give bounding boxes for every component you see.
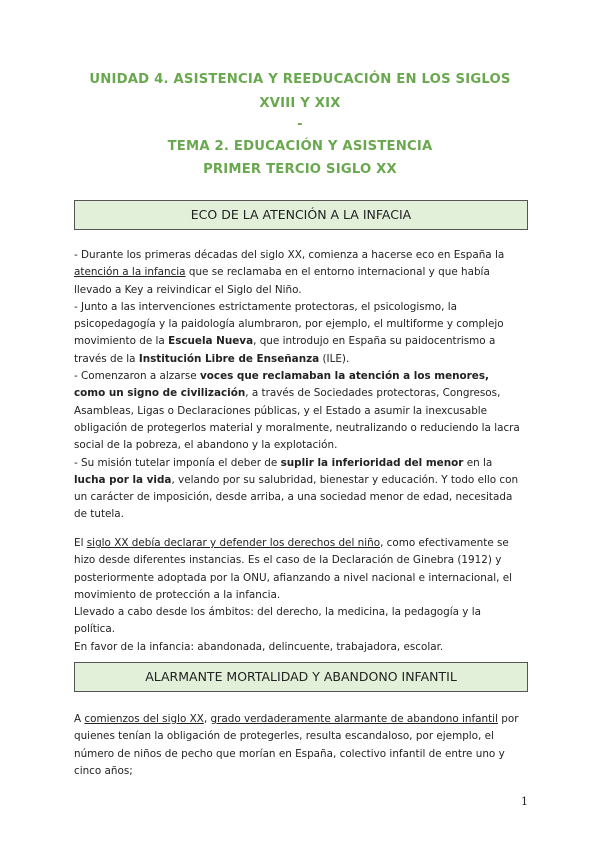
title-line-2: XVIII Y XIX	[259, 96, 341, 111]
paragraph-favor: En favor de la infancia: abandonada, delincuente, trabajadora, escolar.	[74, 640, 444, 653]
subtitle-line-2: PRIMER TERCIO SIGLO XX	[203, 162, 397, 177]
bold-text: lucha por la vida	[74, 473, 172, 486]
bold-text: Escuela Nueva	[168, 335, 254, 348]
bold-text: suplir la inferioridad del menor	[280, 456, 464, 469]
bold-text: voces que reclamaban la atención a los menores, como un signo de civilización	[74, 370, 489, 400]
section-heading-mortalidad: ALARMANTE MORTALIDAD Y ABANDONO INFANTIL	[74, 662, 528, 692]
underlined-text: comienzos del siglo XX	[84, 713, 204, 725]
page-number: 1	[521, 795, 528, 808]
paragraph-durante: - Durante los primeras décadas del siglo XX, comienza a hacerse eco en España la atención a la infancia que se reclamaba en el entorno internacional y que había llevado a Key a reivindicar el Siglo del Niño.	[74, 249, 505, 296]
subtitle-line-1: TEMA 2. EDUCACIÓN Y ASISTENCIA	[167, 139, 433, 154]
underlined-text: atención a la infancia	[74, 266, 186, 279]
section-1-body	[74, 247, 520, 524]
paragraph-ambitos: Llevado a cabo desde los ámbitos: del derecho, la medicina, la pedagogía y la política.	[74, 606, 482, 636]
section-2-body	[74, 711, 520, 780]
paragraph-siglo-xx: El siglo XX debía declarar y defender los derechos del niño, como efectivamente se hizo desde diferentes instancias. Es el caso de la Declaración de Ginebra (1912) y posteriormente adoptada por la ONU, afianzando a nivel nacional e internacional, el movimiento de protección a la infancia.	[74, 537, 512, 601]
paragraph-junto: - Junto a las intervenciones estrictamente protectoras, el psicologismo, la psicopedagogía y la paidología alumbraron, por ejemplo, el multiforme y complejo movimiento de la Escuela Nueva, que introdujo en España su paidocentrismo a través de la Institución Libre de Enseñanza (ILE).	[74, 300, 504, 365]
paragraph-comienzos: A comienzos del siglo XX, grado verdaderamente alarmante de abandono infantil por quienes tenían la obligación de protegerles, resulta escandaloso, por ejemplo, el número de niños de pecho que morían en España, colectivo infantil de entre uno y cinco años;	[74, 713, 519, 777]
paragraph-comenzaron: - Comenzaron a alzarse voces que reclamaban la atención a los menores, como un signo de civilización, a través de Sociedades protectoras, Congresos, Asambleas, Ligas o Declaraciones públicas, y el Estado a asumir la inexcusable obligación de protegerlos material y moralmente, neutralizando o reduciendo la lacra social de la pobreza, el abandono y la explotación.	[74, 370, 520, 452]
title-line-1: UNIDAD 4. ASISTENCIA Y REEDUCACIÓN EN LOS SIGLOS	[89, 72, 511, 87]
paragraph-mision: - Su misión tutelar imponía el deber de suplir la inferioridad del menor en la lucha por la vida, velando por su salubridad, bienestar y educación. Y todo ello con un carácter de imposición, desde arriba, a una sociedad menor de edad, necesitada de tutela.	[74, 456, 519, 521]
section-heading-eco-atencion: ECO DE LA ATENCIÓN A LA INFACIA	[74, 200, 528, 230]
section-1-body-2	[74, 535, 520, 656]
bold-text: Institución Libre de Enseñanza	[138, 352, 320, 365]
underlined-text: grado verdaderamente alarmante de abandono infantil	[210, 713, 498, 725]
underlined-text: siglo XX debía declarar y defender los derechos del niño	[86, 537, 381, 549]
title-dash: -	[297, 117, 303, 132]
